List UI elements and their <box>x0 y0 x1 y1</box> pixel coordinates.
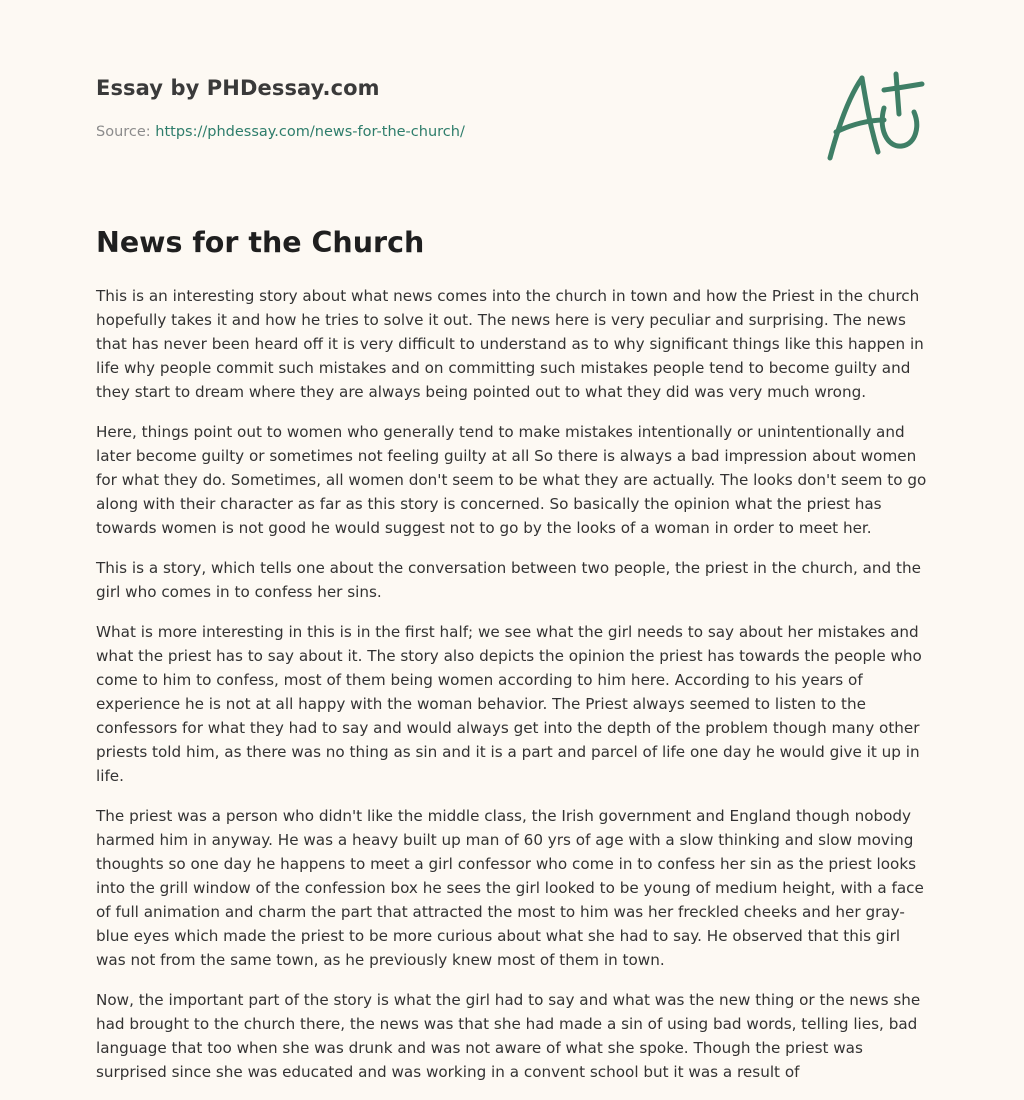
essay-paragraph: What is more interesting in this is in the first half; we see what the girl needs to say about her mistakes and what the priest has to say about it. The story also depicts the opinion the priest has towards the people who come to him to confess, most of them being women according to him here. According to his years of experience he is not at all happy with the woman behavior. The Priest always seemed to listen to the confessors for what they had to say and would always get into the depth of the problem though many other priests told him, as there was no thing as sin and it is a part and parcel of life one day he would give it up in life. <box>96 623 922 785</box>
essay-paragraph: Here, things point out to women who generally tend to make mistakes intentionally or unintentionally and later become guilty or sometimes not feeling guilty at all So there is always a bad impression about women for what they do. Sometimes, all women don't seem to be what they are actually. The looks don't seem to go along with their character as far as this story is concerned. So basically the opinion what the priest has towards women is not good he would suggest not to go by the looks of a woman in order to meet her. <box>96 423 927 537</box>
source-label: Source: <box>96 124 151 140</box>
a-plus-logo-icon <box>822 68 926 164</box>
site-title: Essay by PHDessay.com <box>96 76 380 100</box>
essay-paragraph: Now, the important part of the story is what the girl had to say and what was the new thing or the news she had brought to the church there, the news was that she had made a sin of using bad words, telling lies, bad language that too when she was drunk and was not aware of what she spoke. Though the priest was surprised since she was educated and was working in a convent school but it was a result of <box>96 991 921 1081</box>
essay-body <box>96 284 930 1100</box>
essay-paragraph: The priest was a person who didn't like the middle class, the Irish government and England though nobody harmed him in anyway. He was a heavy built up man of 60 yrs of age with a slow thinking and slow moving thoughts so one day he happens to meet a girl confessor who come in to confess her sin as the priest looks into the grill window of the confession box he sees the girl looked to be young of medium height, with a face of full animation and charm the part that attracted the most to him was her freckled cheeks and her gray-blue eyes which made the priest to be more curious about what she had to say. He observed that this girl was not from the same town, as he previously knew most of them in town. <box>96 807 924 969</box>
source-line <box>96 124 465 140</box>
essay-title: News for the Church <box>96 226 425 259</box>
essay-paragraph: This is an interesting story about what news comes into the church in town and how the Priest in the church hopefully takes it and how he tries to solve it out. The news here is very peculiar and surprising. The news that has never been heard off it is very difficult to understand as to why significant things like this happen in life why people commit such mistakes and on committing such mistakes people tend to become guilty and they start to dream where they are always being pointed out to what they did was very much wrong. <box>96 287 924 401</box>
source-link[interactable]: https://phdessay.com/news-for-the-church/ <box>155 124 465 140</box>
essay-paragraph: This is a story, which tells one about the conversation between two people, the priest in the church, and the girl who comes in to confess her sins. <box>96 559 921 601</box>
